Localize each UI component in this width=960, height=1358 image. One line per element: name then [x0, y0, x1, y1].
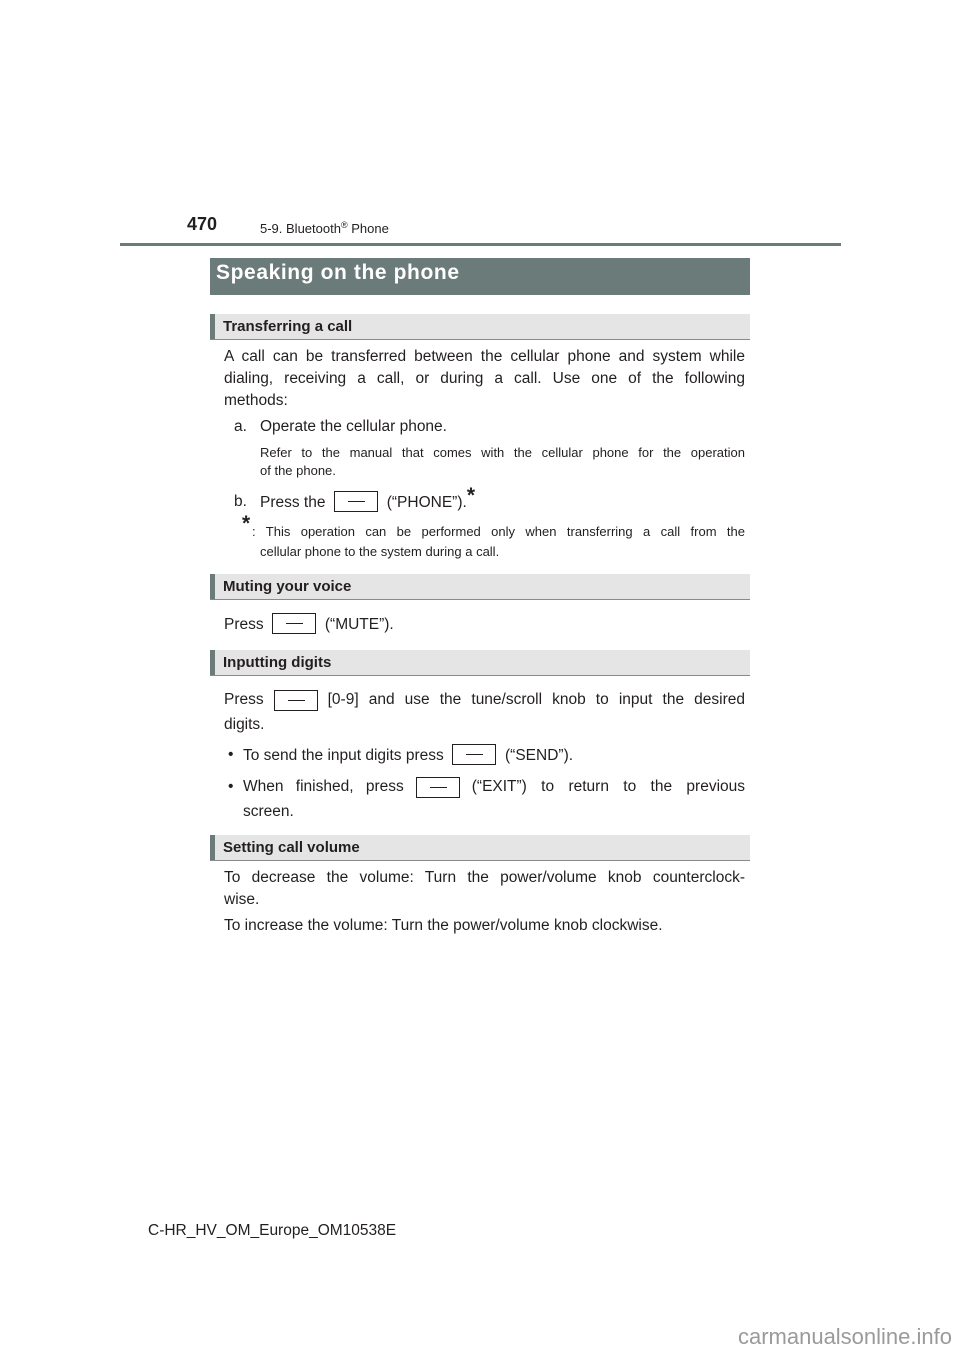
- mute-button-icon: [272, 613, 316, 634]
- step-a-note-line1: Refer to the manual that comes with the cellular phone for the operation: [260, 445, 745, 460]
- page-title: Speaking on the phone: [216, 261, 460, 284]
- section-suffix: Phone: [347, 221, 389, 236]
- footnote-star: [242, 512, 251, 542]
- mute-pre: Press: [224, 616, 264, 633]
- bullet2-pre: When finished, press: [243, 778, 404, 795]
- transfer-intro-line2: dialing, receiving a call, or during a call. Use one of the following: [224, 370, 745, 387]
- watermark: carmanualsonline.info: [737, 1324, 952, 1349]
- registered-mark: ®: [340, 220, 348, 230]
- exit-button-icon: [416, 777, 460, 798]
- section-heading-label: Inputting digits: [223, 654, 332, 671]
- volume-increase: To increase the volume: Turn the power/volume knob clockwise.: [224, 917, 663, 934]
- footnote-line2: cellular phone to the system during a call.: [260, 544, 500, 559]
- mute-text: [224, 613, 394, 636]
- footer-doc-code: C-HR_HV_OM_Europe_OM10538E: [148, 1222, 397, 1239]
- section-heading-transfer: [210, 314, 750, 340]
- digits-bullet2: [243, 776, 745, 798]
- footnote-line1: : This operation can be performed only when transferring a call from the: [252, 524, 745, 539]
- section-heading-volume: [210, 835, 750, 861]
- step-a-label: a.: [234, 418, 247, 435]
- section-heading-label: Setting call volume: [223, 839, 360, 856]
- bullet1-pre: To send the input digits press: [243, 747, 444, 764]
- step-b-post: (“PHONE”).: [386, 494, 467, 511]
- bullet1-post: (“SEND”).: [505, 747, 574, 764]
- section-heading-label: Transferring a call: [223, 318, 353, 335]
- section-heading-label: Muting your voice: [223, 578, 352, 595]
- digits-post: [0-9] and use the tune/scroll knob to input the desired: [327, 691, 745, 708]
- step-b-label: b.: [234, 493, 247, 510]
- bullet2-post: (“EXIT”) to return to the previous: [471, 778, 745, 795]
- step-b-text: [260, 484, 475, 514]
- volume-decrease-line1: To decrease the volume: Turn the power/volume knob counterclock-: [224, 869, 745, 886]
- section-heading-mute: [210, 574, 750, 600]
- step-b-pre: Press the: [260, 494, 326, 511]
- bullet-dot: •: [228, 746, 234, 763]
- digits-bullet1: [243, 744, 573, 767]
- mute-post: (“MUTE”).: [324, 616, 394, 633]
- page-title-banner: [210, 258, 750, 295]
- header-rule: [120, 243, 841, 246]
- footnote-marker: *: [466, 484, 475, 507]
- section-heading-digits: [210, 650, 750, 676]
- footnote-star-glyph: *: [242, 512, 251, 535]
- step-a-note-line2: of the phone.: [260, 463, 336, 478]
- section-name: 5-9. Bluetooth: [260, 221, 341, 236]
- phone-button-icon: [334, 491, 378, 512]
- digits-pre: Press: [224, 691, 264, 708]
- bullet-dot: •: [228, 778, 234, 795]
- digits-text: [224, 689, 745, 711]
- digits-button-icon: [274, 690, 318, 711]
- digits-line2: digits.: [224, 716, 265, 733]
- volume-decrease-line2: wise.: [224, 891, 260, 908]
- digits-bullet2-line2: screen.: [243, 803, 294, 820]
- transfer-intro-line3: methods:: [224, 392, 288, 409]
- send-button-icon: [452, 744, 496, 765]
- page-number: 470: [187, 214, 218, 234]
- section-title: [260, 221, 389, 236]
- step-a-text: Operate the cellular phone.: [260, 418, 447, 435]
- transfer-intro-line1: A call can be transferred between the cellular phone and system while: [224, 348, 745, 365]
